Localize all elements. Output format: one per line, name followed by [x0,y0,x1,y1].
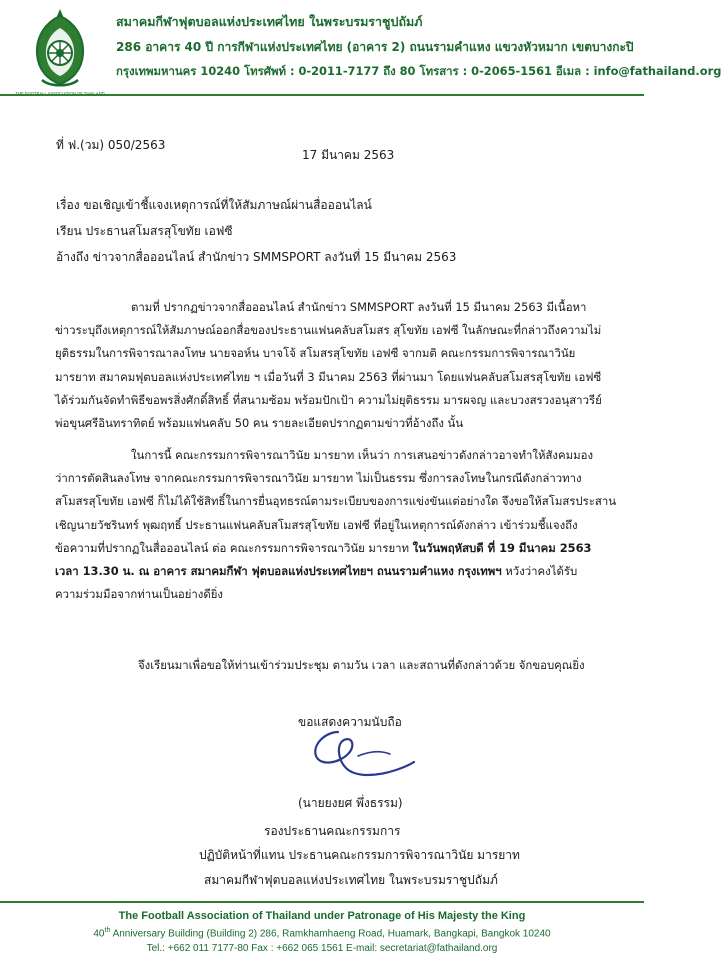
org-address-header: 286 อาคาร 40 ปี การกีฬาแห่งประเทศไทย (อาคาร 2) ถนนรามคำแหง แขวงหัวหมาก เขตบางกะปิ [116,40,634,54]
reference-number: ที่ ฟ.(วม) 050/2563 [56,138,166,152]
signer-position-3: สมาคมกีฬาฟุตบอลแห่งประเทศไทย ในพระบรมราชูปถัมภ์ [204,873,498,887]
paragraph-3: จึงเรียนมาเพื่อขอให้ท่านเข้าร่วมประชุม ตามวัน เวลา และสถานที่ดังกล่าวด้วย จักขอบคุณยิ่ง [138,658,585,672]
paragraph-line: ว่าการตัดสินลงโทษ จากคณะกรรมการพิจารณาวินัย มารยาท ไม่เป็นธรรม ซึ่งการลงโทษในกรณีดังกล่าวทาง [55,471,582,486]
paragraph-2 [55,444,622,606]
paragraph-1 [55,296,622,435]
paragraph-line: ได้ร่วมกันจัดทำพิธีขอพรสิ่งศักดิ์สิทธิ์ ที่สนามซ้อม พร้อมปักเป้า ความไม่ยุติธรรม มารผจญ และบวงสรวงอนุสาวรีย์ [55,392,602,407]
fat-logo [24,6,96,98]
footer-address [0,927,644,939]
line-text: ข้อความที่ปรากฏในสื่อออนไลน์ ต่อ คณะกรรมการพิจารณาวินัย มารยาท [55,540,413,555]
footer-address-sup: th [104,927,111,934]
meeting-date-bold: ในวันพฤหัสบดี ที่ 19 มีนาคม 2563 [412,540,592,555]
signer-position-2: ปฏิบัติหน้าที่แทน ประธานคณะกรรมการพิจารณาวินัย มารยาท [199,848,520,862]
paragraph-line: ความร่วมมือจากท่านเป็นอย่างดียิ่ง [55,587,223,602]
signer-position-1: รองประธานคณะกรรมการ [264,824,401,838]
paragraph-line: พ่อขุนศรีอินทราทิตย์ พร้อมแฟนคลับ 50 คน รายละเอียดปรากฏตามข่าวที่อ้างถึง นั้น [55,416,464,431]
paragraph-line: ข่าวระบุถึงเหตุการณ์ให้สัมภาษณ์ออกสื่อของประธานแฟนคลับสโมสร สุโขทัย เอฟซี ในลักษณะที่กล่าวถึงความไม่ [55,323,602,338]
header-rule [0,94,644,96]
letter-subject: เรื่อง ขอเชิญเข้าชี้แจงเหตุการณ์ที่ให้สัมภาษณ์ผ่านสื่อออนไลน์ [56,198,372,212]
letter-recipient: เรียน ประธานสโมสรสุโขทัย เอฟซี [56,224,233,238]
signer-name: (นายยงยศ พึ่งธรรม) [298,796,403,810]
footer-contact: Tel.: +662 011 7177-80 Fax : +662 065 1561 E-mail: secretariat@fathailand.org [146,943,498,954]
paragraph-line: ในการนี้ คณะกรรมการพิจารณาวินัย มารยาท เห็นว่า การเสนอข่าวดังกล่าวอาจทำให้สังคมมอง [131,448,594,462]
paragraph-line: มารยาท สมาคมฟุตบอลแห่งประเทศไทย ฯ เมื่อวันที่ 3 มีนาคม 2563 ที่ผ่านมา โดยแฟนคลับสโมสรสุโขทัย เอฟซี [55,369,602,384]
line-text: หวังว่าคงได้รับ [501,564,578,579]
letter-reference: อ้างถึง ข่าวจากสื่อออนไลน์ สำนักข่าว SMMSPORT ลงวันที่ 15 มีนาคม 2563 [56,250,457,264]
paragraph-line: ตามที่ ปรากฏข่าวจากสื่อออนไลน์ สำนักข่าว SMMSPORT ลงวันที่ 15 มีนาคม 2563 มีเนื้อหา [131,300,587,314]
paragraph-line [55,537,622,560]
org-name-header: สมาคมกีฬาฟุตบอลแห่งประเทศไทย ในพระบรมราชูปถัมภ์ [116,14,423,29]
letter-date: 17 มีนาคม 2563 [302,148,395,162]
paragraph-line: เชิญนายวัชรินทร์ พุฒฤทธิ์ ประธานแฟนคลับสโมสรสุโขทัย เอฟซี ที่อยู่ในเหตุการณ์ดังกล่าว เข้าร่วมชี้แจงถึง [55,517,578,532]
paragraph-line [55,560,622,583]
footer-address-rest: Anniversary Building (Building 2) 286, Ramkhamhaeng Road, Huamark, Bangkapi, Bangkok 10240 [110,928,551,940]
paragraph-line: สโมสรสุโขทัย เอฟซี ก็ไม่ได้ใช้สิทธิ์ในการยื่นอุทธรณ์ตามระเบียบของการแข่งขันแต่อย่างใด จึงขอให้สโมสรประสาน [55,494,617,509]
footer-address-num: 40 [93,928,105,940]
handwritten-signature [298,726,418,784]
footer-org-name: The Football Association of Thailand under Patronage of His Majesty the King [118,910,526,922]
footer-rule [0,901,644,903]
org-contact-header: กรุงเทพมหานคร 10240 โทรศัพท์ : 0-2011-7177 ถึง 80 โทรสาร : 0-2065-1561 อีเมล : info@fathailand.org [116,64,721,78]
meeting-place-bold: เวลา 13.30 น. ณ อาคาร สมาคมกีฬา ฟุตบอลแห่งประเทศไทยฯ ถนนรามคำแหง กรุงเทพฯ [55,564,502,579]
paragraph-line: ยุติธรรมในการพิจารณาลงโทษ นายจอห์น บาจโจ้ สโมสรสุโขทัย เอฟซี จากมติ คณะกรรมการพิจารณาวินัย [55,346,576,361]
closing-phrase: ขอแสดงความนับถือ [298,715,402,729]
